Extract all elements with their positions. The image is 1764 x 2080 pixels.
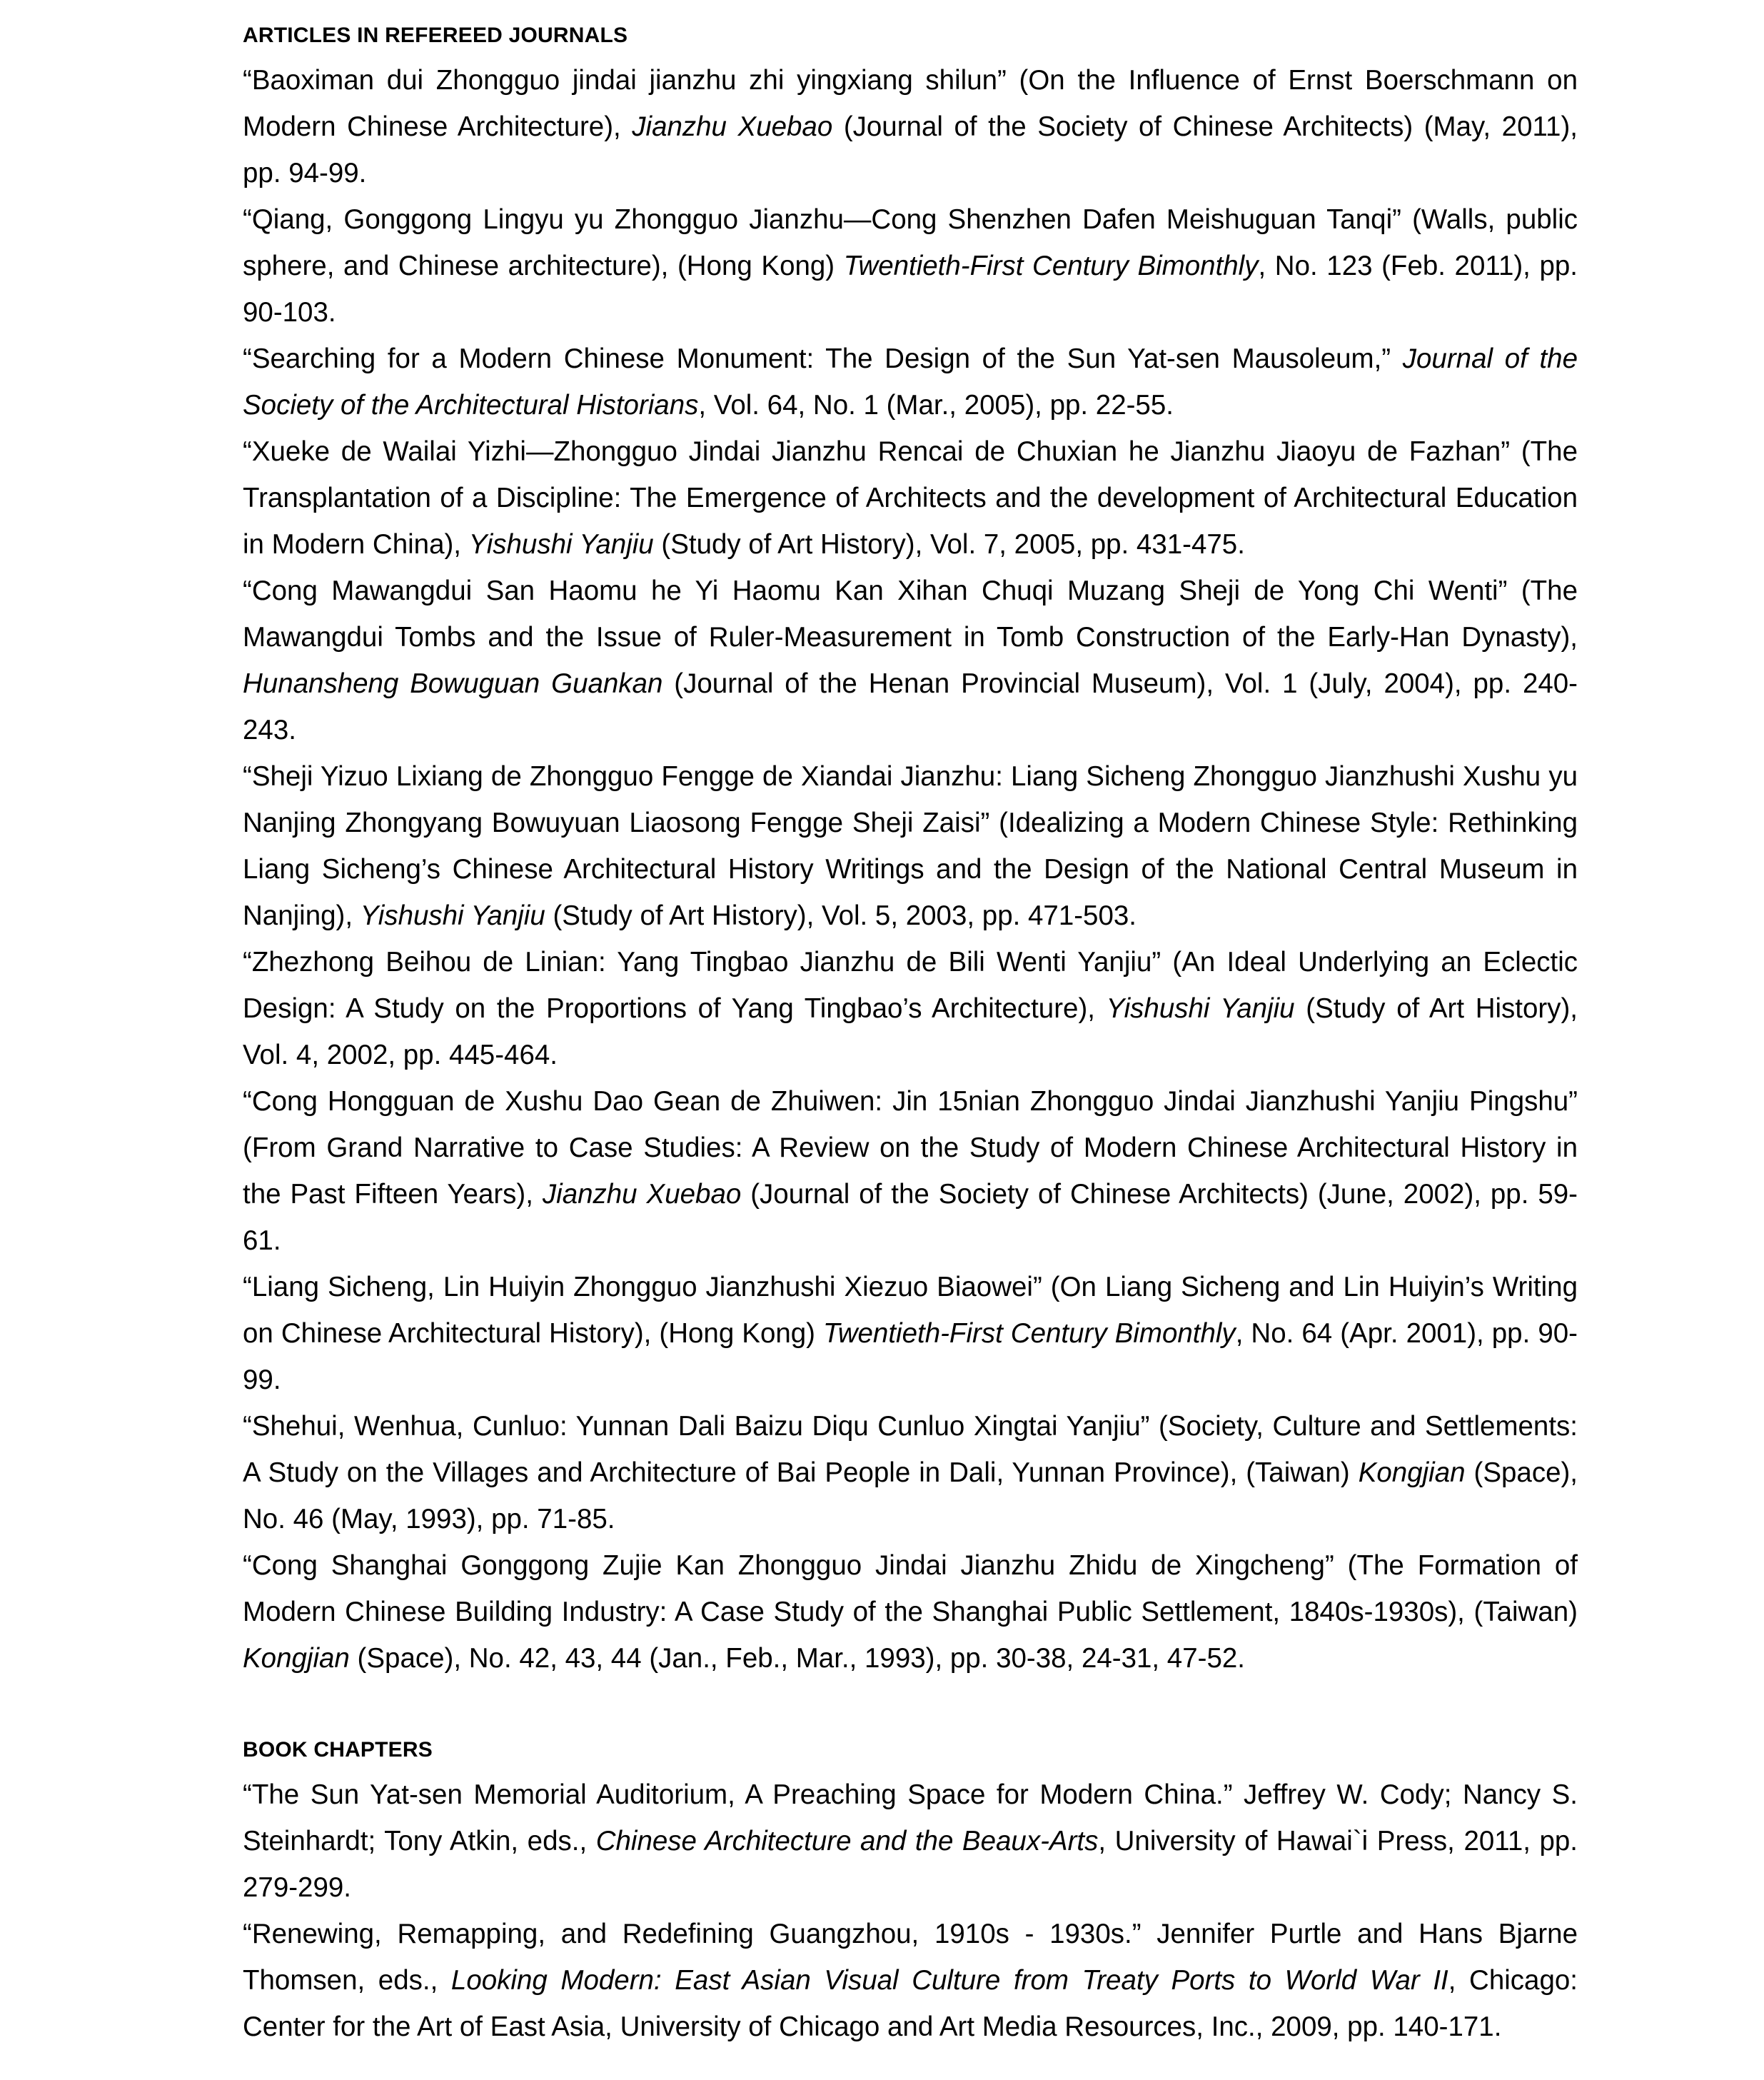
citation-entry: “Renewing, Remapping, and Redefining Guangzhou, 1910s - 1930s.” Jennifer Purtle and Hans Bjarne Thomsen, eds., Looking Modern: East Asian Visual Culture from Treaty Ports to World War II, Chicago: Center for the Art of East Asia, University of Chicago and Art Media Resources, Inc., 2009, pp. 140-171. [243,1919,1578,2042]
citation-entry: “Qiang, Gonggong Lingyu yu Zhongguo Jianzhu—Cong Shenzhen Dafen Meishuguan Tanqi” (Walls, public sphere, and Chinese architecture), (Hong Kong) Twentieth-First Century Bimonthly, No. 123 (Feb. 2011), pp. 90-103. [243,204,1578,328]
citation-entry: “Sheji Yizuo Lixiang de Zhongguo Fengge de Xiandai Jianzhu: Liang Sicheng Zhongguo Jianzhushi Xushu yu Nanjing Zhongyang Bowuyuan Liaosong Fengge Sheji Zaisi” (Idealizing a Modern Chinese Style: Rethinking Liang Sicheng’s Chinese Architectural History Writings and the Design of the National Central Museum in Nanjing), Yishushi Yanjiu (Study of Art History), Vol. 5, 2003, pp. 471-503. [243,761,1578,931]
citation-entry: “Cong Mawangdui San Haomu he Yi Haomu Kan Xihan Chuqi Muzang Sheji de Yong Chi Wenti” (The Mawangdui Tombs and the Issue of Ruler-Measurement in Tomb Construction of the Early-Han Dynasty), Hunansheng Bowuguan Guankan (Journal of the Henan Provincial Museum), Vol. 1 (July, 2004), pp. 240-243. [243,576,1578,745]
citation-entry: “Searching for a Modern Chinese Monument: The Design of the Sun Yat-sen Mausoleum,” Journal of the Society of the Architectural Historians, Vol. 64, No. 1 (Mar., 2005), pp. 22-55. [243,343,1578,421]
document-page [243,19,1578,2050]
publication-title: Chinese Architecture and the Beaux-Arts [595,1826,1099,1857]
publication-title: Jianzhu Xuebao [542,1179,742,1210]
publication-title: Twentieth-First Century Bimonthly [823,1318,1236,1349]
citation-entry: “Liang Sicheng, Lin Huiyin Zhongguo Jianzhushi Xiezuo Biaowei” (On Liang Sicheng and Lin Huiyin’s Writing on Chinese Architectural History), (Hong Kong) Twentieth-First Century Bimonthly, No. 64 (Apr. 2001), pp. 90-99. [243,1272,1578,1395]
citation-entry: “Xueke de Wailai Yizhi—Zhongguo Jindai Jianzhu Rencai de Chuxian he Jianzhu Jiaoyu de Fazhan” (The Transplantation of a Discipline: The Emergence of Architects and the development of Architectural Education in Modern China), Yishushi Yanjiu (Study of Art History), Vol. 7, 2005, pp. 431-475. [243,436,1578,560]
section-book-chapters [243,1733,1578,2050]
publication-title: Kongjian [243,1643,350,1674]
section-refereed-articles [243,19,1578,1682]
publication-title: Yishushi Yanjiu [1106,993,1295,1024]
citation-entry: “Zhezhong Beihou de Linian: Yang Tingbao Jianzhu de Bili Wenti Yanjiu” (An Ideal Underlying an Eclectic Design: A Study on the Proportions of Yang Tingbao’s Architecture), Yishushi Yanjiu (Study of Art History), Vol. 4, 2002, pp. 445-464. [243,947,1578,1070]
section-heading: ARTICLES IN REFEREED JOURNALS [243,24,628,47]
citation-entry: “Cong Shanghai Gonggong Zujie Kan Zhongguo Jindai Jianzhu Zhidu de Xingcheng” (The Formation of Modern Chinese Building Industry: A Case Study of the Shanghai Public Settlement, 1840s-1930s), (Taiwan) Kongjian (Space), No. 42, 43, 44 (Jan., Feb., Mar., 1993), pp. 30-38, 24-31, 47-52. [243,1550,1578,1674]
publication-title: Hunansheng Bowuguan Guankan [243,668,663,699]
citation-entry: “Shehui, Wenhua, Cunluo: Yunnan Dali Baizu Diqu Cunluo Xingtai Yanjiu” (Society, Culture and Settlements: A Study on the Villages and Architecture of Bai People in Dali, Yunnan Province), (Taiwan) Kongjian (Space), No. 46 (May, 1993), pp. 71-85. [243,1411,1578,1534]
section-heading: BOOK CHAPTERS [243,1738,433,1762]
publication-title: Jianzhu Xuebao [632,111,833,142]
publication-title: Journal of the Society of the Architectural Historians [243,343,1578,421]
publication-title: Kongjian [1358,1457,1466,1488]
publication-title: Yishushi Yanjiu [468,529,654,560]
publication-title: Looking Modern: East Asian Visual Culture from Treaty Ports to World War II [450,1965,1448,1996]
citation-entry: “The Sun Yat-sen Memorial Auditorium, A Preaching Space for Modern China.” Jeffrey W. Cody; Nancy S. Steinhardt; Tony Atkin, eds., Chinese Architecture and the Beaux-Arts, University of Hawai`i Press, 2011, pp. 279-299. [243,1779,1578,1903]
publication-title: Twentieth-First Century Bimonthly [843,251,1259,281]
citation-entry: “Baoximan dui Zhongguo jindai jianzhu zhi yingxiang shilun” (On the Influence of Ernst Boerschmann on Modern Chinese Architecture), Jianzhu Xuebao (Journal of the Society of Chinese Architects) (May, 2011), pp. 94-99. [243,65,1578,189]
publication-title: Yishushi Yanjiu [360,900,545,931]
citation-entry: “Cong Hongguan de Xushu Dao Gean de Zhuiwen: Jin 15nian Zhongguo Jindai Jianzhushi Yanjiu Pingshu” (From Grand Narrative to Case Studies: A Review on the Study of Modern Chinese Architectural History in the Past Fifteen Years), Jianzhu Xuebao (Journal of the Society of Chinese Architects) (June, 2002), pp. 59-61. [243,1086,1578,1256]
